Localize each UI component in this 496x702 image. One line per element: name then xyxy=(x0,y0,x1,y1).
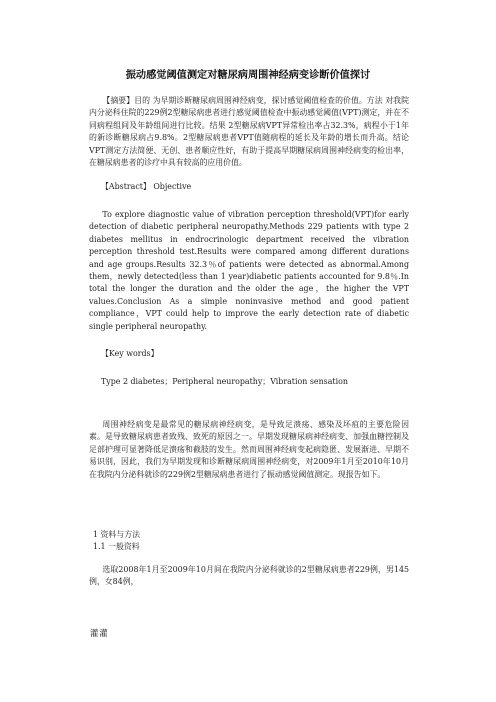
paper-title: 振动感觉阈值测定对糖尿病周围神经病变诊断价值探讨 xyxy=(125,70,371,81)
general-data-paragraph: 选取2008年1月至2009年10月间在我院内分泌科就诊的2型糖尿病患者229例，男145例，女84例， xyxy=(89,565,409,587)
chinese-abstract: 【摘要】目的 为早期诊断糖尿病周围神经病变，探讨感觉阈值检查的价值。方法 对我院内分泌科住院的229例2型糖尿病患者进行感觉阈值检查中振动感觉阈值(VPT)测定，并在不同病程组间及年龄组间进行比较。结果 2型糖尿病VPT异常检出率占32.3%，病程小于1年的新诊断糖尿病占9.8%。2型糖尿病患者VPT值随病程的延长及年龄的增长而升高。结论 VPT测定方法简便、无创、患者顺应性好，有助于提高早期糖尿病周围神经病变的检出率，在糖尿病患者的诊疗中具有较高的应用价值。 xyxy=(89,96,409,168)
keywords-label: 【Key words】 xyxy=(101,349,159,358)
section-heading-materials-methods: 1 资料与方法 xyxy=(93,530,140,539)
english-abstract-label: 【Abstract】 Objective xyxy=(101,182,192,191)
introduction-paragraph: 周围神经病变是最常见的糖尿病神经病变，是导致足溃疡、感染及坏疽的主要危险因素。是导致糖尿病患者致残、致死的原因之一。早期发现糖尿病神经病变、加强血糖控制及足部护理可显著降低足溃疡和截肢的发生。然而周围神经病变起病隐匿、发展渐进、早期不易识别，因此，我们为早期发现和诊断糖尿病周围神经病变，对2009年1月至2010年10月在我院内分泌科就诊的229例2型糖尿病患者进行了振动感觉阈值测定。现报告如下。 xyxy=(89,420,409,479)
english-abstract: To explore diagnostic value of vibration perception threshold(VPT)for early detection of diabetic peripheral neuropathy.Methods 229 patients with type 2 diabetes mellitus in endrocrinologic department received the vibration perception threshold test.Results were compared among different durations and age groups.Results 32.3％of patients were detected as abnormal.Among them，newly detected(less than 1 year)diabetic patients accounted for 9.8％.In total the longer the duration and the older the age，the higher the VPT values.Conclusion As a simple noninvasive method and good patient compliance，VPT could help to improve the early detection rate of diabetic single peripheral neuropathy. xyxy=(89,210,409,331)
subsection-heading-general-data: 1.1 一般资料 xyxy=(93,542,140,551)
page-footer-mark: 灌灌 xyxy=(90,628,109,638)
keywords-text: Type 2 diabetes；Peripheral neuropathy；Vibration sensation xyxy=(101,377,348,386)
